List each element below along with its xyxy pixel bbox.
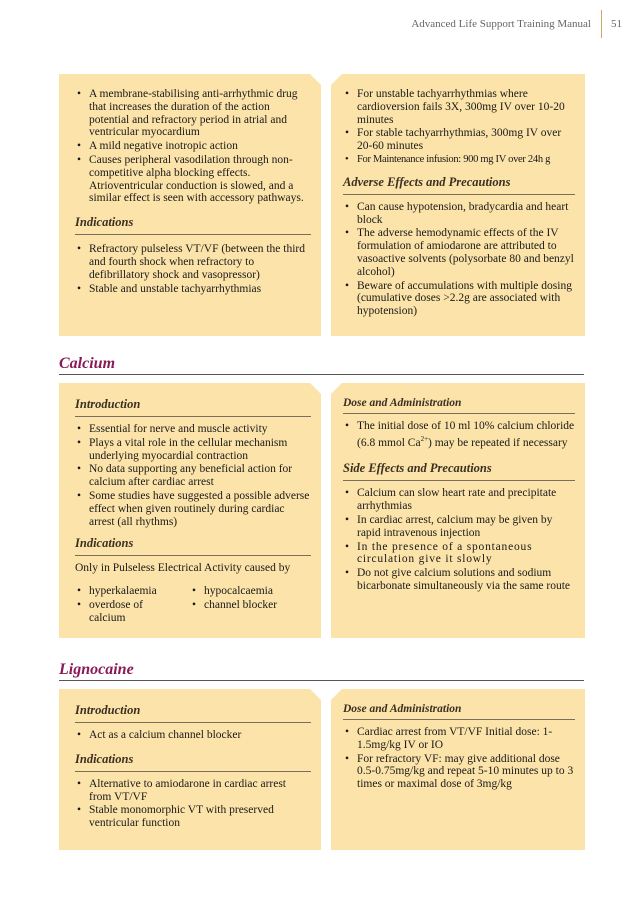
calcium-side-effects-heading: Side Effects and Precautions bbox=[343, 461, 575, 481]
list-item: • For stable tachyarrhythmias, 300mg IV over 20-60 minutes bbox=[343, 127, 575, 153]
list-item: • Causes peripheral vasodilation through non-competitive alpha blocking effects. Atrioventricular conduction is slowed, and a similar effect is seen with accessory pathways. bbox=[75, 154, 311, 205]
list-item: • For refractory VF: may give additional dose 0.5-0.75mg/kg and repeat 5-10 minutes up to 3 times or maximal dose of 3mg/kg bbox=[343, 753, 575, 791]
calcium-indications-text: Only in Pulseless Electrical Activity caused by bbox=[75, 562, 291, 575]
lignocaine-right-box bbox=[331, 689, 585, 850]
calcium-intro-list bbox=[75, 423, 311, 528]
list-item: • Beware of accumulations with multiple dosing (cumulative doses >2.2g are associated with hypotension) bbox=[343, 280, 575, 318]
calcium-side-effects-list bbox=[343, 487, 575, 592]
causes-column-1 bbox=[75, 585, 190, 625]
list-item: • overdose of calcium bbox=[75, 599, 159, 625]
dose-text-start: The initial dose of 10 ml 10% calcium chloride (6.8 mmol Ca bbox=[357, 420, 575, 449]
list-item: • Can cause hypotension, bradycardia and heart block bbox=[343, 201, 575, 227]
adverse-effects-list bbox=[343, 201, 575, 318]
list-item: • In cardiac arrest, calcium may be given by rapid intravenous injection bbox=[343, 514, 575, 540]
list-item: • hyperkalaemia bbox=[75, 585, 190, 598]
lignocaine-indications-list bbox=[75, 778, 311, 830]
list-item: • For Maintenance infusion: 900 mg IV over 24h g bbox=[343, 154, 575, 167]
calcium-indications-heading: Indications bbox=[75, 536, 311, 556]
list-item: • A membrane-stabilising anti-arrhythmic drug that increases the duration of the action potential and refractory period in atrial and ventricular myocardium bbox=[75, 88, 311, 139]
calcium-left-box bbox=[59, 383, 321, 638]
list-item: • channel blocker bbox=[190, 599, 305, 612]
amiodarone-properties-list bbox=[75, 88, 311, 205]
list-item: • Some studies have suggested a possible adverse effect when given routinely during cardiac arrest (all rhythms) bbox=[75, 490, 311, 528]
dose-superscript: 2+ bbox=[420, 434, 429, 443]
list-item: • For unstable tachyarrhythmias where cardioversion fails 3X, 300mg IV over 10-20 minutes bbox=[343, 88, 575, 126]
header-divider bbox=[601, 10, 602, 38]
lignocaine-intro-heading: Introduction bbox=[75, 703, 311, 723]
list-item: • Refractory pulseless VT/VF (between the third and fourth shock when refractory to defibrillatory shock and vasopressor) bbox=[75, 243, 311, 281]
page-number: 51 bbox=[611, 18, 622, 30]
indications-heading: Indications bbox=[75, 215, 311, 235]
indications-list bbox=[75, 243, 311, 295]
list-item: • No data supporting any beneficial action for calcium after cardiac arrest bbox=[75, 463, 311, 489]
amiodarone-left-box bbox=[59, 74, 321, 336]
list-item bbox=[343, 420, 575, 449]
causes-column-2 bbox=[190, 585, 305, 625]
calcium-dose-list bbox=[343, 420, 575, 449]
amiodarone-right-box bbox=[331, 74, 585, 336]
calcium-right-box bbox=[331, 383, 585, 638]
list-item: • Alternative to amiodarone in cardiac arrest from VT/VF bbox=[75, 778, 311, 804]
list-item: • hypocalcaemia bbox=[190, 585, 305, 598]
lignocaine-dose-heading: Dose and Administration bbox=[343, 703, 575, 720]
calcium-title-rule bbox=[59, 374, 584, 375]
list-item: • In the presence of a spontaneous circulation give it slowly bbox=[343, 541, 575, 567]
adverse-effects-heading: Adverse Effects and Precautions bbox=[343, 175, 575, 195]
list-item: • A mild negative inotropic action bbox=[75, 140, 311, 153]
list-item: • Plays a vital role in the cellular mechanism underlying myocardial contraction bbox=[75, 437, 311, 463]
dosing-list bbox=[343, 88, 575, 167]
manual-title: Advanced Life Support Training Manual bbox=[411, 18, 591, 30]
calcium-dose-heading: Dose and Administration bbox=[343, 397, 575, 414]
list-item: • Essential for nerve and muscle activity bbox=[75, 423, 311, 436]
list-item: • The adverse hemodynamic effects of the IV formulation of amiodarone are attributed to vasoactive solvents (polysorbate 80 and benzyl alcohol) bbox=[343, 227, 575, 278]
page-header bbox=[411, 10, 622, 38]
calcium-intro-heading: Introduction bbox=[75, 397, 311, 417]
list-item: • Cardiac arrest from VT/VF Initial dose: 1-1.5mg/kg IV or IO bbox=[343, 726, 575, 752]
lignocaine-intro-list bbox=[75, 729, 311, 742]
calcium-causes bbox=[75, 585, 311, 625]
lignocaine-left-box bbox=[59, 689, 321, 850]
lignocaine-title-rule bbox=[59, 680, 584, 681]
dose-text-end: ) may be repeated if necessary bbox=[428, 436, 568, 449]
list-item: • Calcium can slow heart rate and precipitate arrhythmias bbox=[343, 487, 575, 513]
lignocaine-indications-heading: Indications bbox=[75, 752, 311, 772]
list-item: • Stable monomorphic VT with preserved ventricular function bbox=[75, 804, 311, 830]
list-item: • Act as a calcium channel blocker bbox=[75, 729, 311, 742]
calcium-title: Calcium bbox=[59, 355, 116, 372]
lignocaine-title: Lignocaine bbox=[59, 661, 134, 678]
lignocaine-dose-list bbox=[343, 726, 575, 791]
list-item: • Do not give calcium solutions and sodium bicarbonate simultaneously via the same route bbox=[343, 567, 575, 593]
list-item: • Stable and unstable tachyarrhythmias bbox=[75, 283, 311, 296]
